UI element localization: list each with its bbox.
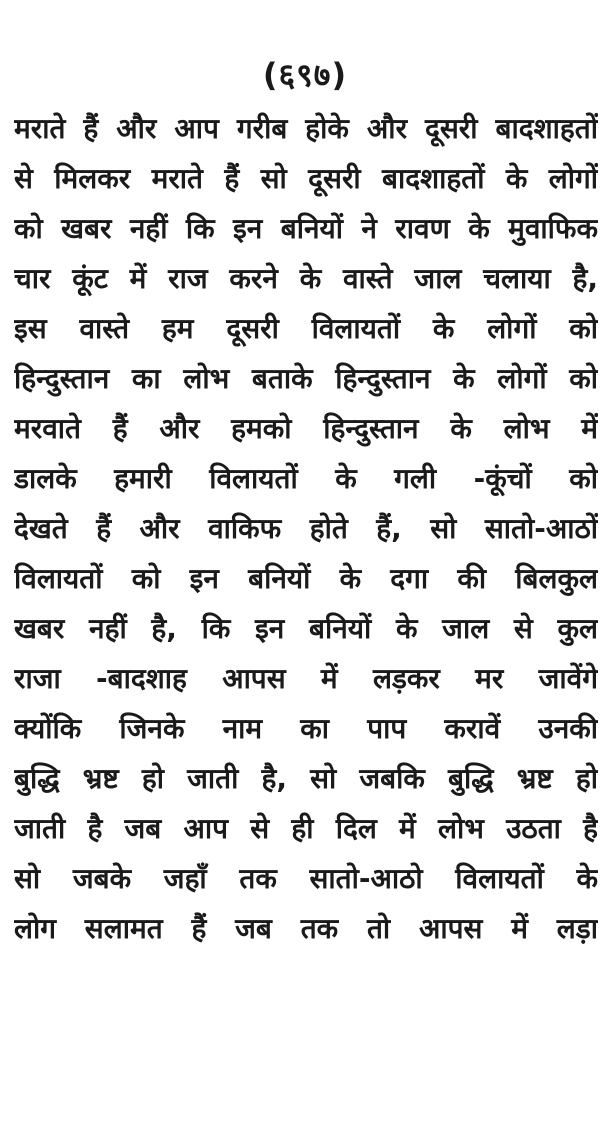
text-line-14: बुद्धि भ्रष्ट हो जाती है, सो जबकि बुद्धि भ्रष्ट हो [14,762,598,795]
text-line-9: देखते हैं और वाकिफ होते हैं, सो सातो-आठों [14,512,598,545]
text-line-4: चार कूंट में राज करने के वास्ते जाल चलाया है, [14,262,598,295]
text-line-16: सो जबके जहाँ तक सातो-आठो विलायतों के [14,862,598,895]
text-line-10: विलायतों को इन बनियों के दगा की बिलकुल [14,562,598,595]
text-line-15: जाती है जब आप से ही दिल में लोभ उठता है [14,812,598,845]
text-line-5: इस वास्ते हम दूसरी विलायतों के लोगों को [14,312,598,345]
text-line-7: मरवाते हैं और हमको हिन्दुस्तान के लोभ में [14,412,598,445]
text-line-2: से मिलकर मराते हैं सो दूसरी बादशाहतों के लोगों [14,162,598,195]
page-number: (६९७) [262,56,348,94]
text-line-13: क्योंकि जिनके नाम का पाप करावें उनकी [14,712,598,745]
text-line-8: डालके हमारी विलायतों के गली -कूंचों को [14,462,598,495]
text-line-12: राजा -बादशाह आपस में लड़कर मर जावेंगे [14,662,598,695]
body-text [14,104,598,954]
text-line-3: को खबर नहीं कि इन बनियों ने रावण के मुवाफिक [14,212,598,245]
text-line-6: हिन्दुस्तान का लोभ बताके हिन्दुस्तान के लोगों को [14,362,598,395]
text-line-17: लोग सलामत हैं जब तक तो आपस में लड़ा [14,912,598,945]
text-line-1: मराते हैं और आप गरीब होके और दूसरी बादशाहतों [14,112,598,145]
text-line-11: खबर नहीं है, कि इन बनियों के जाल से कुल [14,612,598,645]
